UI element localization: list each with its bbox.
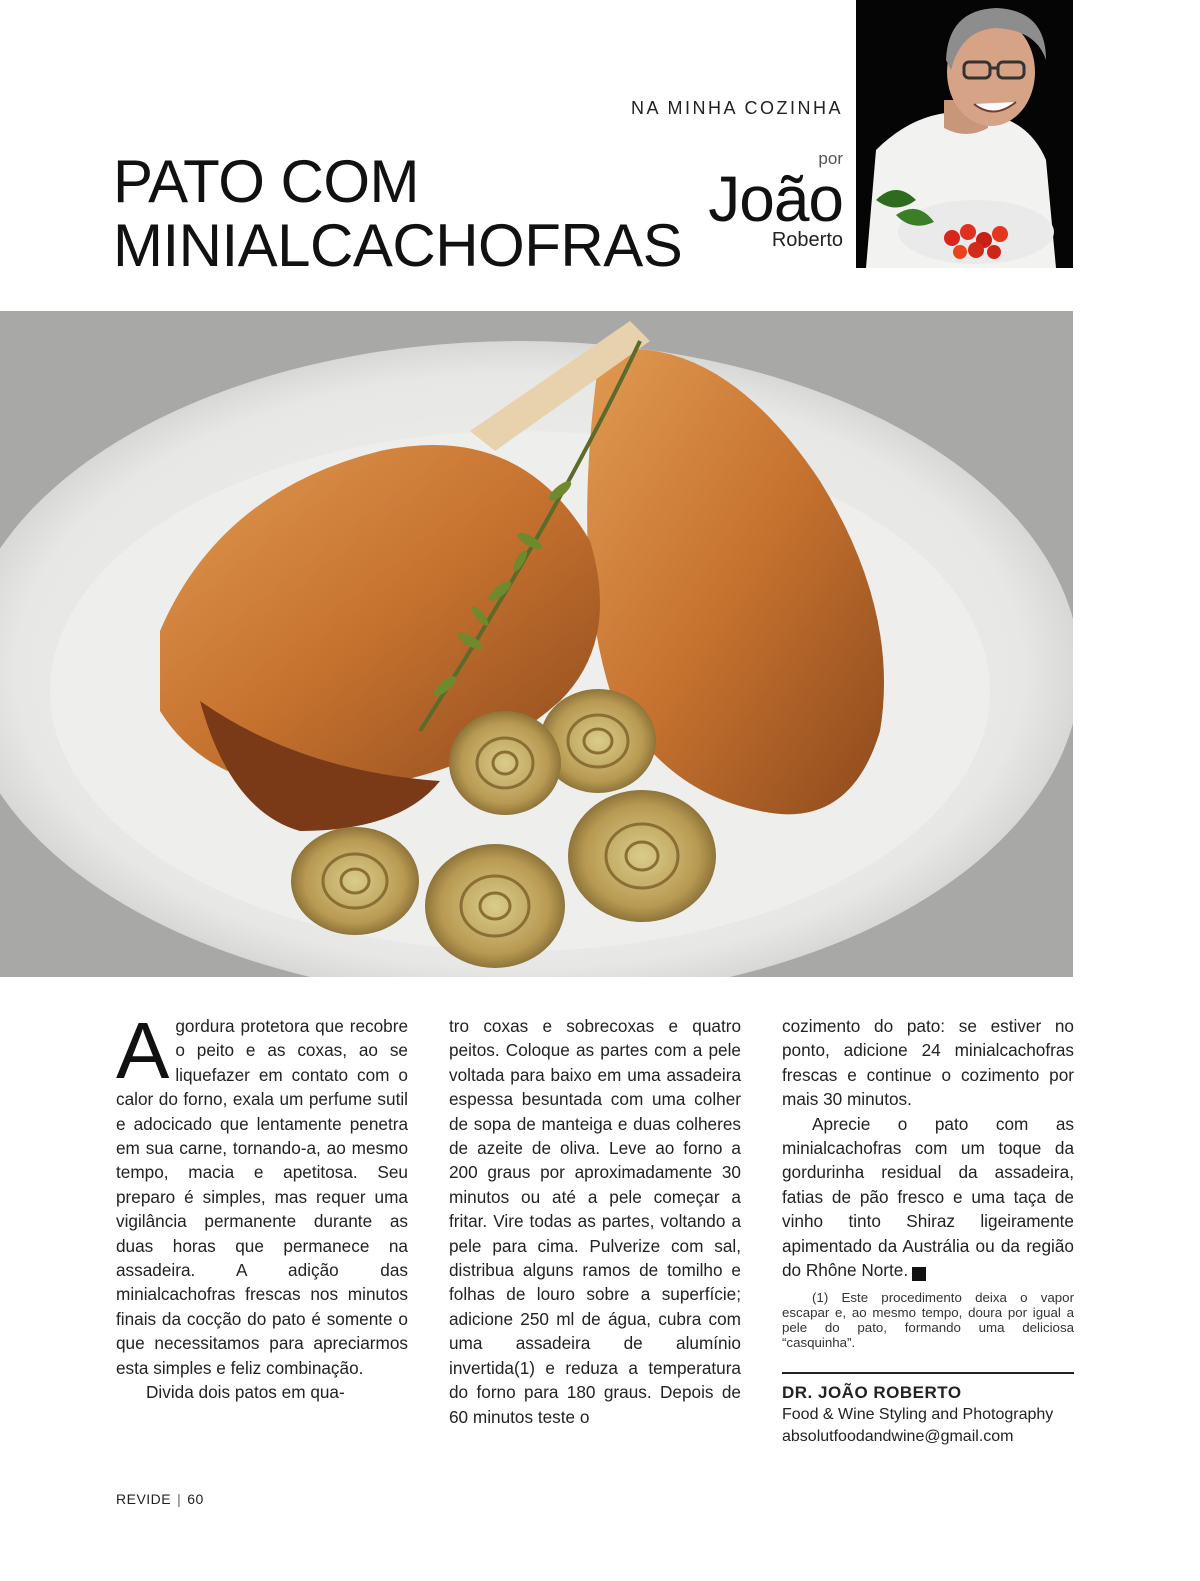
article-paragraph: cozimento do pato: se estiver no ponto, adicione 24 minialcachofras frescas e continue o cozimento por mais 30 minutos. [782,1016,1074,1110]
article-title [113,150,682,278]
signature-email: absolutfoodandwine@gmail.com [782,1428,1014,1446]
byline-prefix: por [818,149,843,168]
section-label: NA MINHA COZINHA [630,98,843,118]
folio-separator: | [177,1491,182,1507]
title-line-1: PATO COM [113,148,420,215]
signature-divider [782,1372,1074,1374]
magazine-name: REVIDE [116,1491,172,1507]
author-last-name: Roberto [771,229,843,251]
dish-photo [0,311,1073,977]
article-paragraph: Divida dois patos em qua- [146,1382,345,1403]
article-column-3 [782,1014,1074,1448]
page-number: 60 [187,1491,204,1507]
signature-name: DR. JOÃO ROBERTO [782,1383,962,1403]
page-folio [116,1491,204,1507]
drop-cap: A [116,1006,170,1095]
article-paragraph [116,1006,408,1380]
paragraph-text: Aprecie o pato com as minialcachofras com um toque da gordurinha residual da assadeira, fatias de pão fresco e uma taça de vinho tinto Shiraz ligeiramente apimentado da Austrália ou da região do Rhône Norte. [782,1113,1074,1281]
article-column-2 [449,1014,741,1429]
article-column-1 [116,1006,408,1405]
article-paragraph: tro coxas e sobrecoxas e quatro peitos. Coloque as partes com a pele voltada para baixo em uma assadeira espessa besuntada com uma colher de sopa de manteiga e duas colheres de azeite de oliva. Leve ao forno a 200 graus por aproximadamente 30 minutos ou até a pele começar a fritar. Vire todas as partes, voltando a pele para cima. Pulverize com sal, distribua alguns ramos de tomilho e folhas de louro sobre a superfície; adicione 250 ml de água, cubra com uma assadeira de alumínio invertida(1) e reduza a temperatura do forno para 180 graus. Depois de 60 minutos teste o [449,1016,741,1427]
author-portrait [856,0,1073,268]
end-mark-icon: r [912,1267,926,1281]
article-paragraph [782,1112,1074,1283]
byline [708,148,843,252]
duck-artichoke-illustration [0,311,1073,977]
title-line-2: MINIALCACHOFRAS [113,212,683,279]
footnote: (1) Este procedimento deixa o vapor escapar e, ao mesmo tempo, doura por igual a pele do pato, formando uma deliciosa “casquinha”. [782,1290,1074,1351]
signature-role: Food & Wine Styling and Photography [782,1406,1054,1424]
paragraph-text: gordura protetora que recobre o peito e as coxas, ao se liquefazer em contato com o calor do forno, exala um perfume sutil e adocicado que lentamente penetra em sua carne, tornando-a, ao mesmo tempo, macia e apetitosa. Seu preparo é simples, mas requer uma vigilância permanente durante as duas horas que permanece na assadeira. A adição das minialcachofras frescas nos minutos finais da cocção do pato é somente o que necessitamos para apreciarmos esta simples e feliz combinação. [116,1016,408,1378]
author-portrait-illustration [856,0,1073,268]
author-first-name: João [708,163,843,235]
